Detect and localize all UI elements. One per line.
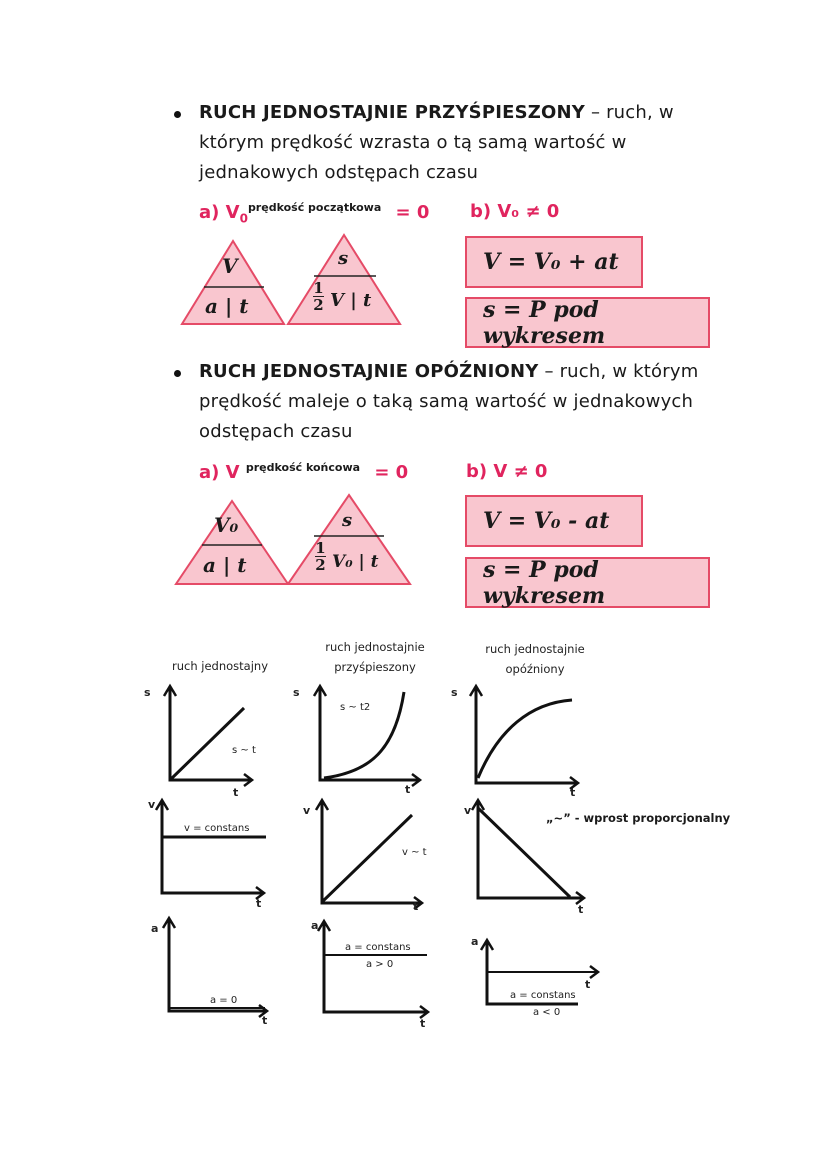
section2-title: RUCH JEDNOSTAJNIE OPÓŹNIONY bbox=[199, 361, 539, 382]
note-v-constans: v = constans bbox=[184, 823, 250, 834]
col3-title: ruch jednostajnie opóźniony bbox=[485, 642, 585, 676]
s2-tri2-bottom: V₀ | t bbox=[332, 552, 379, 572]
section1-formula-distance: s = P pod wykresem bbox=[465, 297, 710, 348]
col1-title: ruch jednostajny bbox=[171, 659, 268, 673]
graph-s-t-decelerated bbox=[476, 688, 576, 783]
note-a-positive: a > 0 bbox=[366, 959, 394, 970]
axis-t-7: t bbox=[570, 786, 576, 799]
axis-t-6: t bbox=[420, 1017, 426, 1030]
axis-s-1: s bbox=[144, 686, 151, 699]
s1-tri1-bottom: a | t bbox=[205, 294, 249, 318]
axis-t-5: t bbox=[413, 900, 419, 913]
s1-tri2-fraction: 1 2 bbox=[313, 279, 324, 314]
s1-tri2-bottom: V | t bbox=[330, 290, 372, 311]
section2-formula-velocity: V = V₀ - at bbox=[465, 495, 643, 547]
s2-tri1-bottom: a | t bbox=[203, 553, 247, 577]
axis-t-3: t bbox=[262, 1014, 268, 1027]
legend-proportional: „~” - wprost proporcjonalny bbox=[546, 811, 731, 825]
axis-t-8: t bbox=[578, 903, 584, 916]
axis-s-3: s bbox=[451, 686, 458, 699]
axis-a-3: a bbox=[471, 935, 479, 948]
axis-v-3: v bbox=[464, 804, 472, 817]
axis-t-9: t bbox=[585, 978, 591, 991]
note-a-const-acc: a = constans bbox=[345, 942, 411, 953]
axis-v-2: v bbox=[303, 804, 311, 817]
col2-title: ruch jednostajnie przyśpieszony bbox=[325, 640, 425, 674]
axis-a-1: a bbox=[151, 922, 159, 935]
axis-v-1: v bbox=[148, 798, 156, 811]
section2-case-a: a) V $^{prędkość końcowa}$ = 0 bbox=[199, 461, 409, 483]
note-s-prop-t: s ~ t bbox=[232, 745, 256, 756]
section1-text: RUCH JEDNOSTAJNIE PRZYŚPIESZONY – ruch, w którym prędkość wzrasta o tą samą wartość w jednakowych odstępach czasu bbox=[199, 102, 674, 183]
note-v-prop-t: v ~ t bbox=[402, 847, 427, 858]
note-a-zero: a = 0 bbox=[210, 995, 238, 1006]
axis-t-4: t bbox=[405, 783, 411, 796]
s2-tri1-top: V₀ bbox=[214, 513, 239, 537]
section1-title: RUCH JEDNOSTAJNIE PRZYŚPIESZONY bbox=[199, 102, 586, 123]
note-a-const-dec: a = constans bbox=[510, 990, 576, 1001]
section1-formula-velocity: V = V₀ + at bbox=[465, 236, 643, 288]
s2-tri2-fraction: 1 2 bbox=[315, 539, 326, 574]
graph-s-t-uniform bbox=[170, 688, 250, 780]
section2-case-b: b) V ≠ 0 bbox=[466, 461, 548, 482]
s2-tri2-top: s bbox=[342, 510, 353, 531]
axis-a-2: a bbox=[311, 919, 319, 932]
s1-tri1-top: V bbox=[222, 254, 238, 278]
section2-formula-distance: s = P pod wykresem bbox=[465, 557, 710, 608]
section1-case-a: a) $V_0^{prędkość początkowa} = 0$ bbox=[199, 201, 430, 226]
graph-v-t-uniform bbox=[162, 802, 266, 893]
axis-t-2: t bbox=[256, 897, 262, 910]
section1-case-b: b) V₀ ≠ 0 bbox=[470, 201, 560, 222]
axis-t-1: t bbox=[233, 786, 239, 799]
section2-text: RUCH JEDNOSTAJNIE OPÓŹNIONY – ruch, w którym prędkość maleje o taką samą wartość w jednakowych odstępach czasu bbox=[199, 361, 699, 442]
note-a-negative: a < 0 bbox=[533, 1007, 561, 1018]
note-s-prop-t2: s ~ t2 bbox=[340, 702, 371, 713]
s1-tri2-top: s bbox=[338, 248, 349, 269]
axis-s-2: s bbox=[293, 686, 300, 699]
